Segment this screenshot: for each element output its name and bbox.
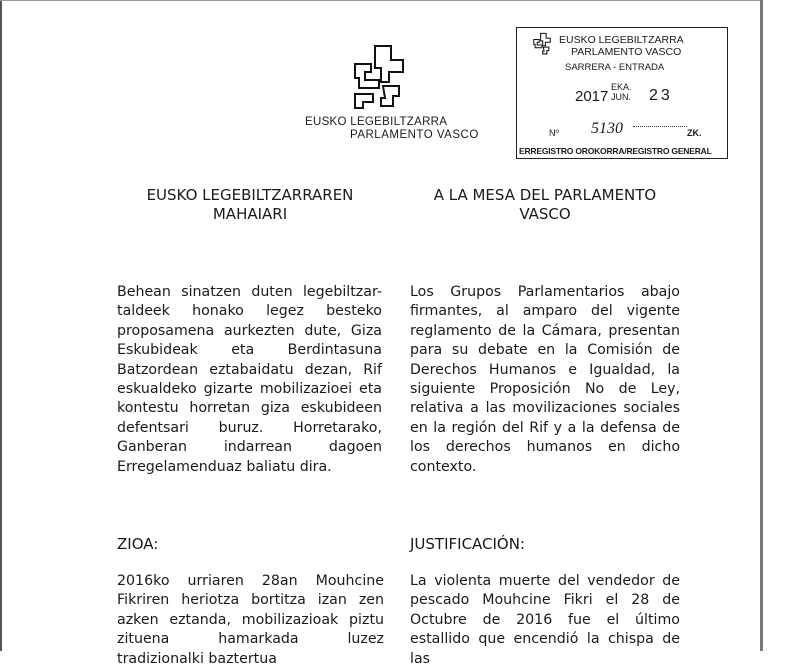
body-basque: 2016ko urriaren 28an Mouhcine Fikriren heriotza bortitza izan zen azken eztanda, mobilizazioak piztu zituena hamarkada luzez tradizionalki baztertua (117, 573, 384, 667)
stamp-registry: ERREGISTRO OROKORRA/REGISTRO GENERAL (519, 146, 712, 156)
section-title-basque: ZIOA: (117, 535, 159, 553)
stamp-month-es: JUN. (611, 92, 631, 102)
intro-basque: Behean sinatzen duten legebiltzar-taldeek honako legez besteko proposamena aurkezten dute, Giza Eskubideak eta Berdintasuna Batzordean eztabaidatu dezan, Rif eskualdeko gizarte mobilizazioei eta kontestu horretan giza eskubideen defentsari buruz. Horretarako, Ganberan indarrean dagoen Erregelamenduaz baliatu dira. (117, 284, 382, 475)
stamp-day: 23 (649, 87, 673, 104)
heading-basque: EUSKO LEGEBILTZARRAREN MAHAIARI (146, 186, 354, 223)
stamp-month (611, 82, 632, 102)
stamp-no-label: Nº (549, 128, 559, 138)
letterhead-line2: PARLAMENTO VASCO (350, 129, 479, 141)
stamp-month-eu: EKA. (611, 82, 632, 92)
parliament-logo-icon (349, 42, 409, 112)
stamp-line2: PARLAMENTO VASCO (571, 46, 682, 58)
page-right-edge (760, 0, 763, 651)
registry-stamp (516, 27, 728, 159)
stamp-dotted-line (633, 126, 687, 127)
stamp-entry-number: 5130 (591, 120, 623, 137)
stamp-line3: SARRERA - ENTRADA (565, 62, 665, 73)
intro-spanish: Los Grupos Parlamentarios abajo firmantes, al amparo del vigente reglamento de la Cámara, presentan para su debate en la Comisión de Derechos Humanos e Igualdad, la siguiente Proposición No de Ley, relativa a las movilizaciones sociales en la región del Rif y a la defensa de los derechos humanos en dicho contexto. (410, 284, 680, 475)
body-spanish: La violenta muerte del vendedor de pescado Mouhcine Fikri el 28 de Octubre de 2016 fue el último estallido que encendió la chispa de las (410, 573, 680, 667)
letterhead-line1: EUSKO LEGEBILTZARRA (305, 116, 448, 128)
heading-spanish: A LA MESA DEL PARLAMENTO VASCO (433, 186, 657, 223)
page-top-edge (0, 0, 763, 1)
page-left-edge (0, 0, 2, 651)
stamp-zk-label: ZK. (687, 128, 702, 138)
section-title-spanish: JUSTIFICACIÓN: (410, 535, 526, 553)
stamp-year: 2017 (575, 88, 609, 105)
stamp-line1: EUSKO LEGEBILTZARRA (559, 34, 684, 46)
stamp-logo-icon (529, 32, 555, 56)
